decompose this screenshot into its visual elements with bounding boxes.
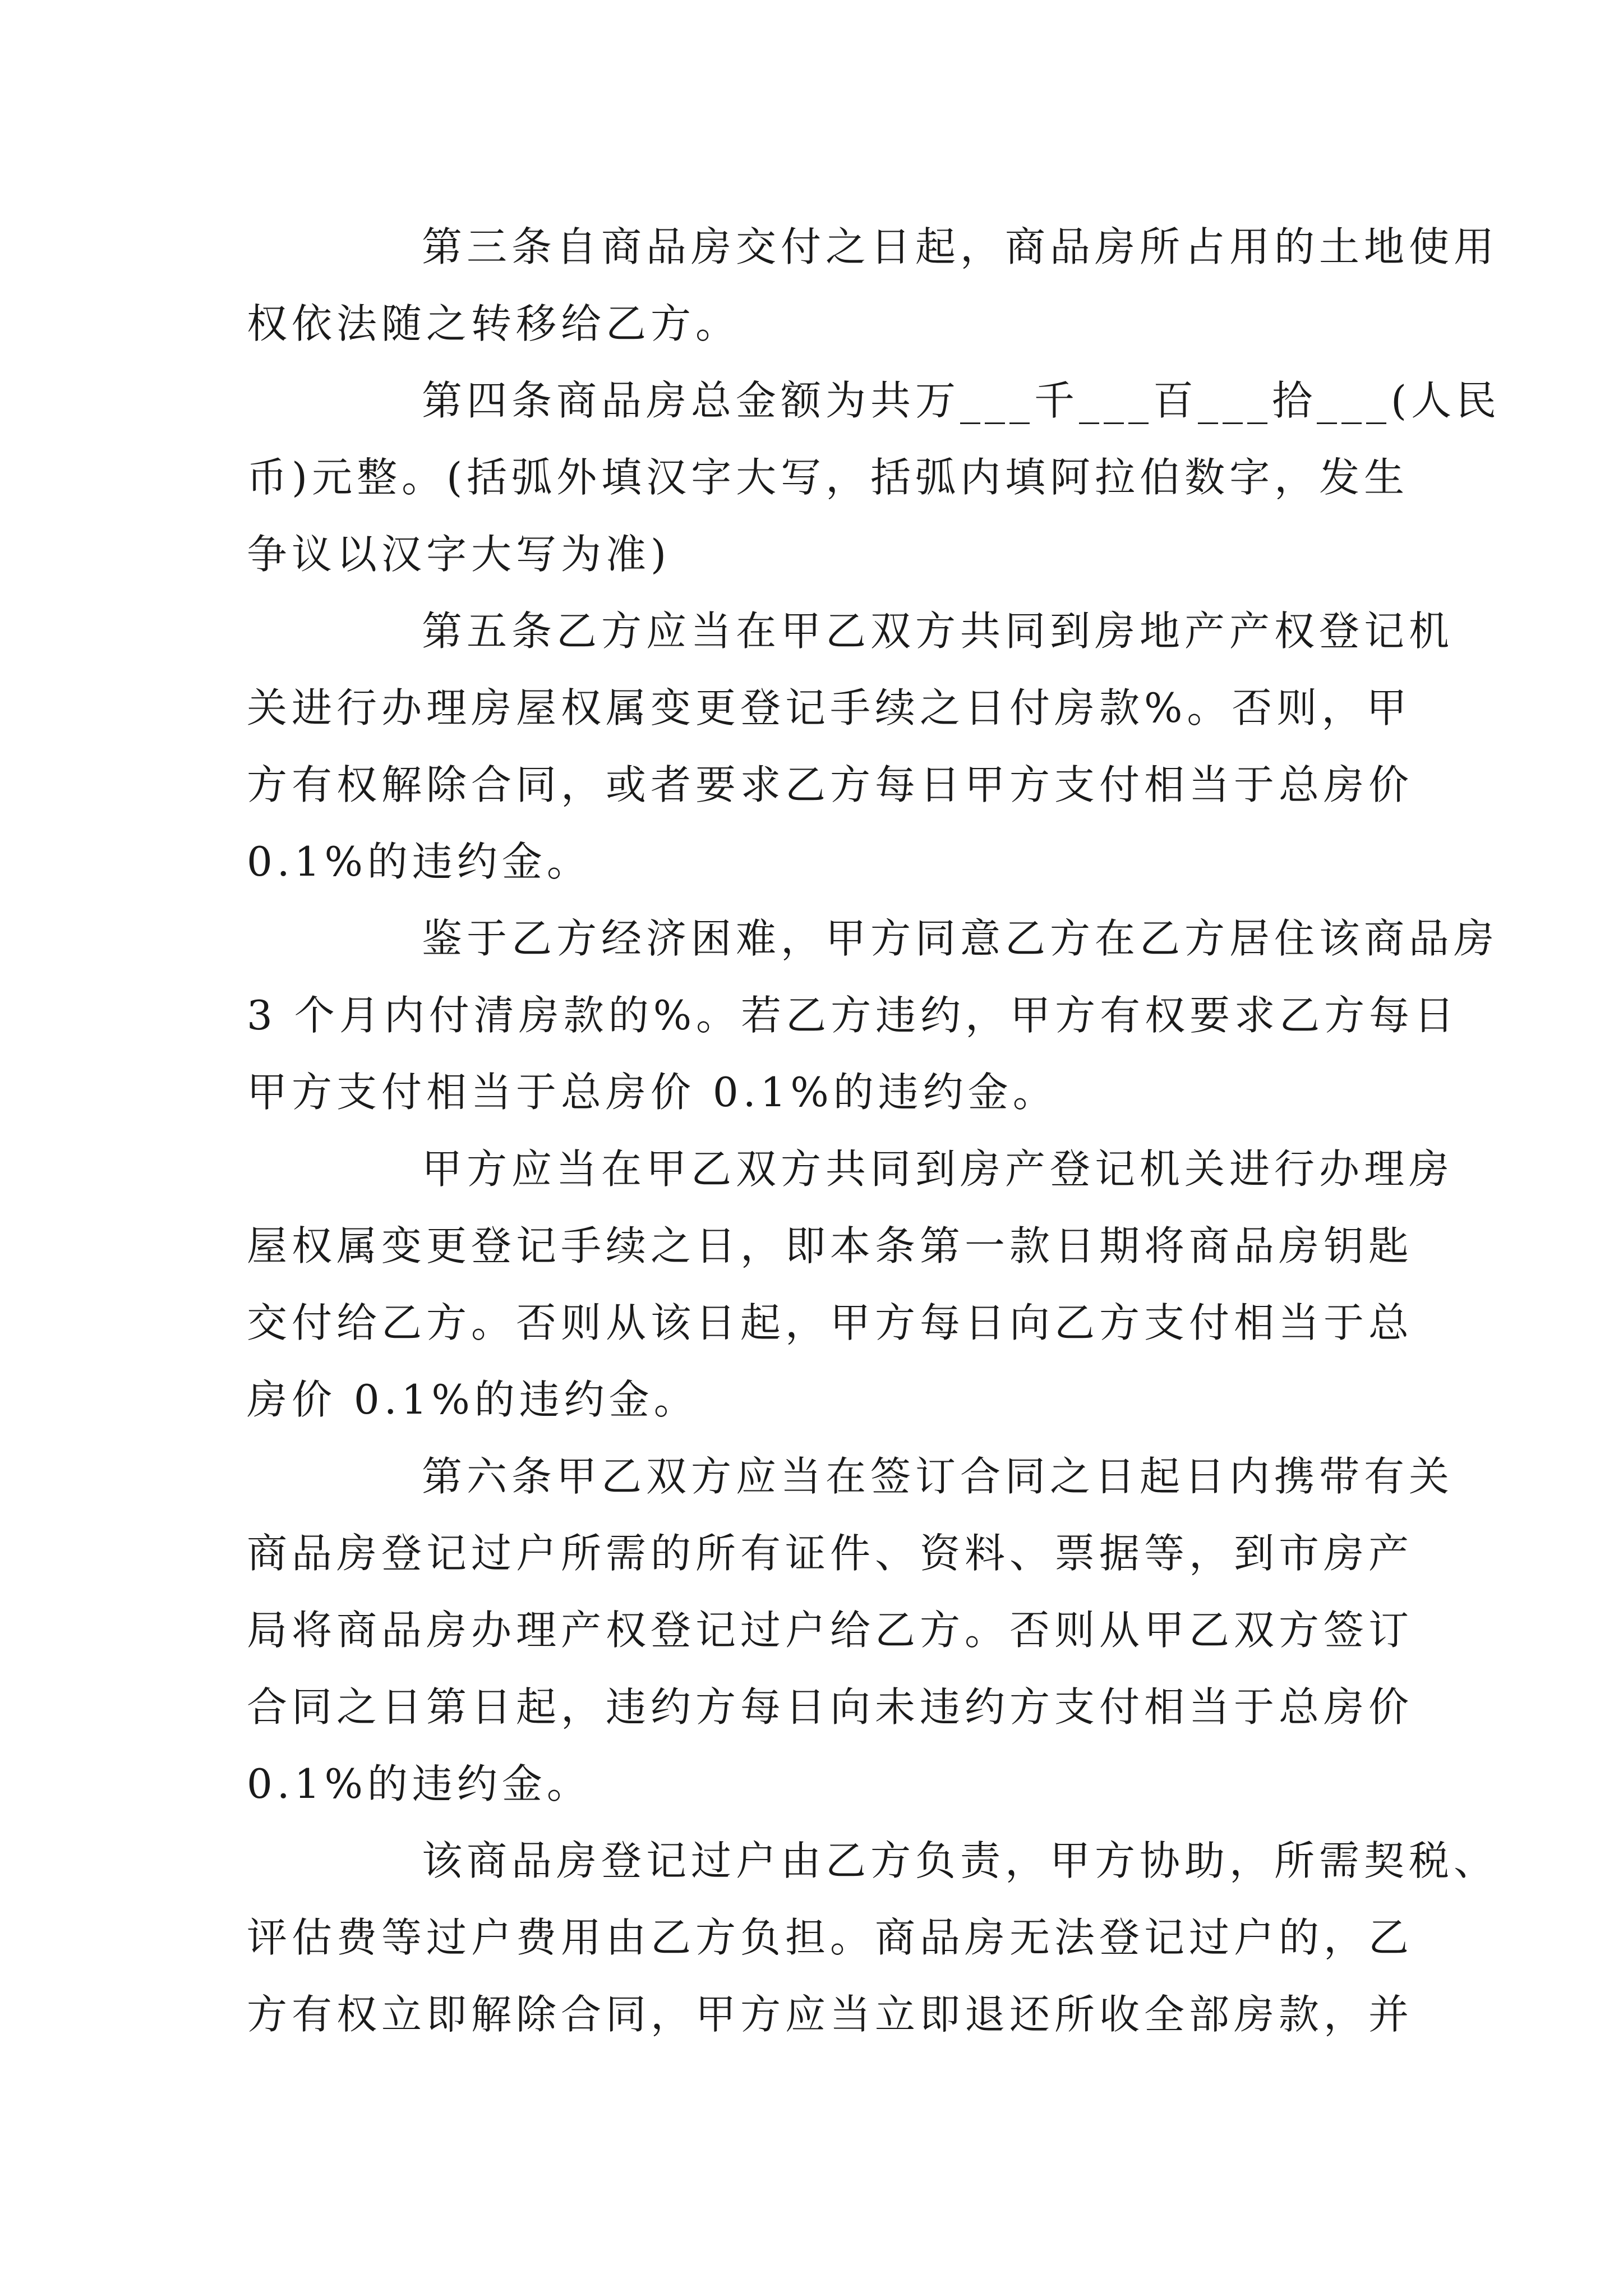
paragraph <box>247 209 1499 362</box>
text-line: 第五条乙方应当在甲乙双方共同到房地产产权登记机 <box>422 608 1454 655</box>
text-line: 币)元整。(括弧外填汉字大写，括弧内填阿拉伯数字，发生 <box>247 454 1409 501</box>
paragraph <box>247 1823 1499 2053</box>
document-body <box>247 209 1501 2053</box>
paragraph <box>247 593 1454 900</box>
text-line: 鉴于乙方经济困难，甲方同意乙方在乙方居住该商品房 <box>422 915 1499 962</box>
paragraph <box>247 1131 1454 1438</box>
text-line: 3 个月内付清房款的%。若乙方违约，甲方有权要求乙方每日 <box>247 992 1459 1039</box>
text-line: 关进行办理房屋权属变更登记手续之日付房款%。否则，甲 <box>247 684 1412 731</box>
text-line: 商品房登记过户所需的所有证件、资料、票据等，到市房产 <box>247 1530 1414 1577</box>
paragraph <box>247 1438 1454 1823</box>
text-line: 该商品房登记过户由乙方负责，甲方协助，所需契税、 <box>422 1837 1499 1884</box>
text-line: 甲方支付相当于总房价 0.1%的违约金。 <box>247 1069 1058 1116</box>
text-line: 评估费等过户费用由乙方负担。商品房无法登记过户的，乙 <box>247 1914 1414 1961</box>
text-line: 第六条甲乙双方应当在签订合同之日起日内携带有关 <box>422 1453 1454 1500</box>
text-line: 房价 0.1%的违约金。 <box>247 1376 699 1423</box>
paragraph <box>247 362 1501 593</box>
text-line: 第四条商品房总金额为共万___千___百___拾___(人民 <box>422 377 1501 424</box>
text-line: 局将商品房办理产权登记过户给乙方。否则从甲乙双方签订 <box>247 1607 1414 1654</box>
text-line: 方有权解除合同，或者要求乙方每日甲方支付相当于总房价 <box>247 761 1414 808</box>
text-line: 0.1%的违约金。 <box>247 1760 592 1807</box>
text-line: 权依法随之转移给乙方。 <box>247 300 741 347</box>
text-line: 屋权属变更登记手续之日，即本条第一款日期将商品房钥匙 <box>247 1222 1414 1269</box>
text-line: 争议以汉字大写为准) <box>247 531 671 578</box>
text-line: 交付给乙方。否则从该日起，甲方每日向乙方支付相当于总 <box>247 1299 1414 1346</box>
text-line: 0.1%的违约金。 <box>247 838 592 885</box>
text-line: 第三条自商品房交付之日起，商品房所占用的土地使用 <box>422 223 1499 270</box>
paragraph <box>247 900 1499 1131</box>
text-line: 甲方应当在甲乙双方共同到房产登记机关进行办理房 <box>422 1145 1454 1193</box>
text-line: 合同之日第日起，违约方每日向未违约方支付相当于总房价 <box>247 1683 1414 1731</box>
text-line: 方有权立即解除合同，甲方应当立即退还所收全部房款，并 <box>247 1991 1414 2038</box>
